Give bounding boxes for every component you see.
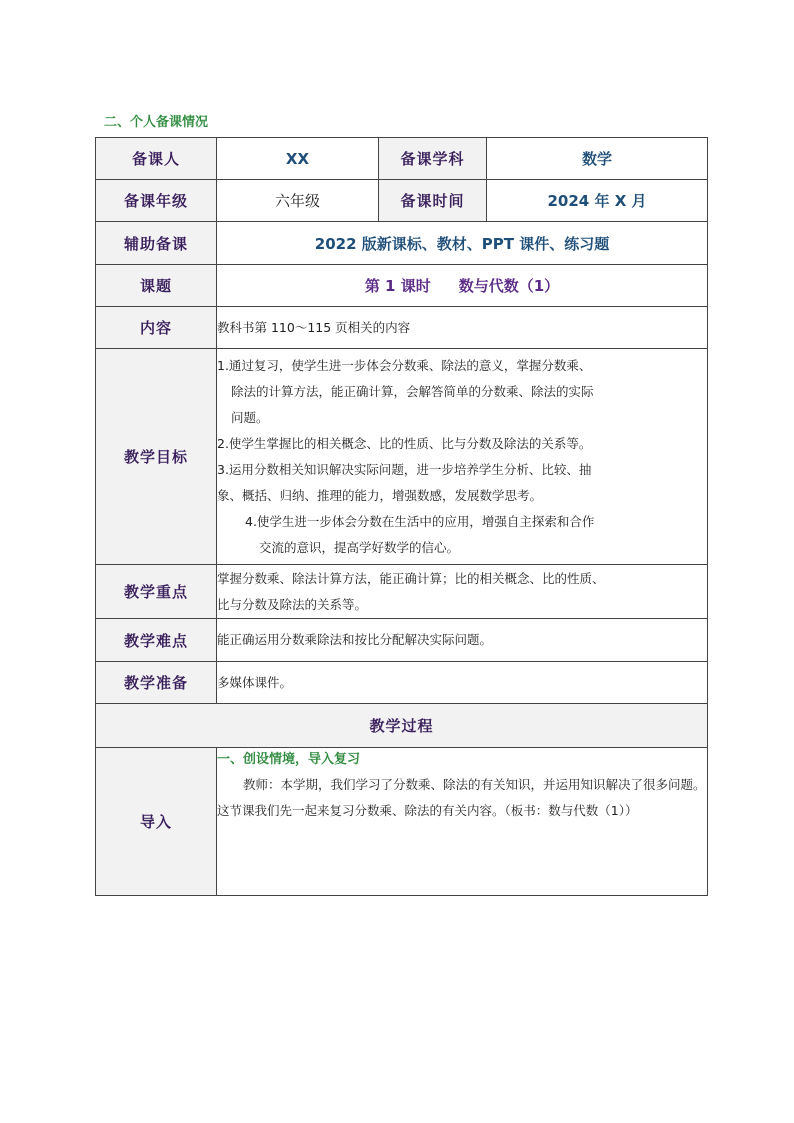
preparer-value: XX <box>217 138 379 180</box>
key-line-2: 比与分数及除法的关系等。 <box>217 596 368 612</box>
goal-4-line-2: 交流的意识，提高学好数学的信心。 <box>259 539 460 555</box>
row-content <box>96 307 708 349</box>
intro-value <box>217 748 708 896</box>
topic-label: 课题 <box>96 265 217 307</box>
goals-label: 教学目标 <box>96 349 217 565</box>
prep-value: 多媒体课件。 <box>217 662 708 704</box>
subject-value: 数学 <box>487 138 708 180</box>
intro-paragraph: 教师：本学期，我们学习了分数乘、除法的有关知识，并运用知识解决了很多问题。这节课我们先一起来复习分数乘、除法的有关内容。（板书：数与代数（1）） <box>217 777 706 818</box>
aux-label: 辅助备课 <box>96 222 217 265</box>
lesson-plan-table <box>95 137 708 896</box>
goal-4-line-1: 4.使学生进一步体会分数在生活中的应用，增强自主探索和合作 <box>245 513 595 529</box>
row-prep <box>96 662 708 704</box>
goal-1-line-2: 除法的计算方法，能正确计算，会解答简单的分数乘、除法的实际 <box>231 383 594 399</box>
goal-3-line-1: 3.运用分数相关知识解决实际问题，进一步培养学生分析、比较、抽 <box>217 461 592 477</box>
goal-3-line-2: 象、概括、归纳、推理的能力，增强数感，发展数学思考。 <box>217 487 543 503</box>
content-label: 内容 <box>96 307 217 349</box>
prep-label: 教学准备 <box>96 662 217 704</box>
row-intro <box>96 748 708 896</box>
goal-2: 2.使学生掌握比的相关概念、比的性质、比与分数及除法的关系等。 <box>217 435 592 451</box>
row-goals <box>96 349 708 565</box>
goal-1-line-3: 问题。 <box>231 409 269 425</box>
section-title: 二、个人备课情况 <box>104 115 209 130</box>
row-preparer <box>96 138 708 180</box>
row-aux <box>96 222 708 265</box>
content-value: 教科书第 110～115 页相关的内容 <box>217 307 708 349</box>
key-line-1: 掌握分数乘、除法计算方法，能正确计算；比的相关概念、比的性质、 <box>217 570 605 586</box>
subject-label: 备课学科 <box>379 138 487 180</box>
topic-value <box>217 265 708 307</box>
difficulty-value: 能正确运用分数乘除法和按比分配解决实际问题。 <box>217 619 708 662</box>
grade-value: 六年级 <box>217 180 379 222</box>
topic-lesson: 第 1 课时 <box>364 277 431 295</box>
key-label: 教学重点 <box>96 565 217 619</box>
row-grade <box>96 180 708 222</box>
row-difficulty <box>96 619 708 662</box>
difficulty-label: 教学难点 <box>96 619 217 662</box>
row-key <box>96 565 708 619</box>
time-value: 2024 年 X 月 <box>487 180 708 222</box>
aux-value: 2022 版新课标、教材、PPT 课件、练习题 <box>217 222 708 265</box>
intro-label: 导入 <box>96 748 217 896</box>
intro-subhead: 一、创设情境，导入复习 <box>217 752 361 767</box>
row-process-header <box>96 704 708 748</box>
topic-name: 数与代数（1） <box>458 277 560 295</box>
process-header: 教学过程 <box>96 704 708 748</box>
key-value <box>217 565 708 619</box>
goals-value <box>217 349 708 565</box>
grade-label: 备课年级 <box>96 180 217 222</box>
preparer-label: 备课人 <box>96 138 217 180</box>
time-label: 备课时间 <box>379 180 487 222</box>
row-topic <box>96 265 708 307</box>
goal-1-line-1: 1.通过复习，使学生进一步体会分数乘、除法的意义，掌握分数乘、 <box>217 357 592 373</box>
